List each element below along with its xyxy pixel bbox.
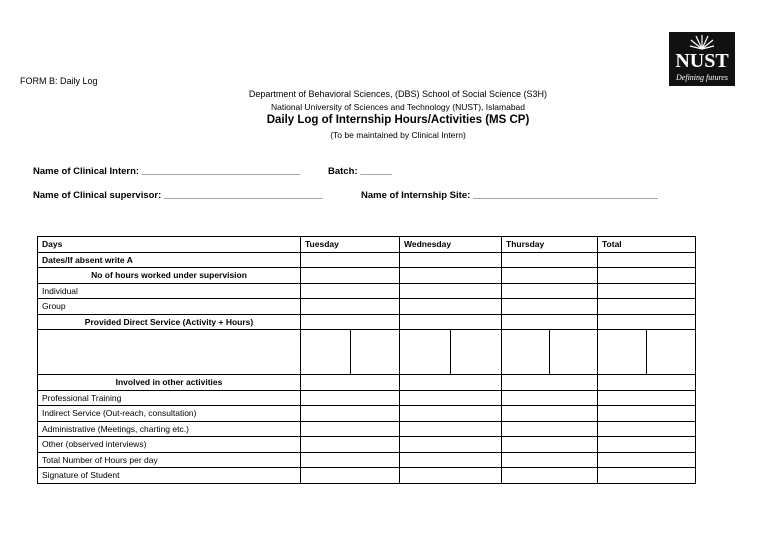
table-row: [38, 375, 696, 391]
entry-cell[interactable]: [301, 437, 400, 453]
activity-subcell[interactable]: [598, 330, 647, 374]
entry-cell[interactable]: [598, 299, 696, 315]
entry-cell[interactable]: [598, 390, 696, 406]
form-label: FORM B: Daily Log: [20, 76, 98, 86]
table-row: [38, 314, 696, 330]
entry-cell[interactable]: [598, 283, 696, 299]
entry-cell[interactable]: [598, 452, 696, 468]
entry-cell[interactable]: [301, 299, 400, 315]
entry-cell[interactable]: [502, 421, 598, 437]
entry-cell[interactable]: [502, 299, 598, 315]
entry-cell[interactable]: [598, 314, 696, 330]
hours-subcell[interactable]: [451, 330, 501, 374]
nust-logo: [669, 32, 735, 86]
entry-cell[interactable]: [301, 283, 400, 299]
logo-text: NUST: [675, 50, 729, 72]
entry-cell[interactable]: [502, 314, 598, 330]
document-title: Daily Log of Internship Hours/Activities (MS CP): [266, 114, 530, 126]
entry-cell[interactable]: [502, 390, 598, 406]
hours-subcell[interactable]: [647, 330, 695, 374]
other-activities-header: Involved in other activities: [38, 375, 301, 391]
entry-cell[interactable]: [502, 375, 598, 391]
entry-cell[interactable]: [301, 406, 400, 422]
entry-cell[interactable]: [400, 299, 502, 315]
entry-cell[interactable]: [502, 252, 598, 268]
entry-cell[interactable]: [598, 406, 696, 422]
activity-subcell[interactable]: [400, 330, 451, 374]
activity-subcell[interactable]: [502, 330, 550, 374]
entry-cell[interactable]: [400, 452, 502, 468]
intern-name-field[interactable]: Name of Clinical Intern: ______________________________: [33, 166, 301, 177]
header-total: Total: [598, 237, 696, 253]
split-entry-cell[interactable]: [598, 330, 696, 375]
entry-cell[interactable]: [400, 375, 502, 391]
entry-cell[interactable]: [598, 437, 696, 453]
document-subtitle: (To be maintained by Clinical Intern): [330, 130, 466, 140]
hours-subcell[interactable]: [550, 330, 597, 374]
table-row: [38, 299, 696, 315]
activity-label: Other (observed interviews): [38, 437, 301, 453]
sunburst-icon: [690, 34, 714, 50]
table-header-row: [38, 237, 696, 253]
batch-field[interactable]: Batch: ______: [328, 166, 392, 177]
entry-cell[interactable]: [598, 268, 696, 284]
table-row: [38, 421, 696, 437]
direct-service-header: Provided Direct Service (Activity + Hours): [38, 314, 301, 330]
entry-cell[interactable]: [301, 390, 400, 406]
table-row: [38, 390, 696, 406]
dates-label: Dates/If absent write A: [38, 252, 301, 268]
header-thursday: Thursday: [502, 237, 598, 253]
group-label: Group: [38, 299, 301, 315]
activity-label: Administrative (Meetings, charting etc.): [38, 421, 301, 437]
activity-label: Professional Training: [38, 390, 301, 406]
entry-cell[interactable]: [502, 452, 598, 468]
header-tuesday: Tuesday: [301, 237, 400, 253]
entry-cell[interactable]: [598, 421, 696, 437]
logo-tagline: Defining futures: [676, 73, 728, 82]
entry-cell[interactable]: [400, 437, 502, 453]
entry-cell[interactable]: [400, 283, 502, 299]
entry-cell[interactable]: [598, 375, 696, 391]
split-entry-cell[interactable]: [502, 330, 598, 375]
table-row: [38, 452, 696, 468]
entry-cell[interactable]: [400, 390, 502, 406]
table-row: [38, 406, 696, 422]
entry-cell[interactable]: [598, 468, 696, 484]
department-line: Department of Behavioral Sciences, (DBS) School of Social Science (S3H): [248, 89, 548, 99]
header-days: Days: [38, 237, 301, 253]
entry-cell[interactable]: [301, 252, 400, 268]
daily-log-table: [37, 236, 696, 484]
entry-cell[interactable]: [502, 468, 598, 484]
entry-cell[interactable]: [400, 314, 502, 330]
supervisor-name-field[interactable]: Name of Clinical supervisor: ______________________________: [33, 190, 323, 201]
table-row: [38, 468, 696, 484]
supervision-section-header: No of hours worked under supervision: [38, 268, 301, 284]
entry-cell[interactable]: [400, 406, 502, 422]
direct-service-entry[interactable]: [38, 330, 301, 375]
entry-cell[interactable]: [400, 421, 502, 437]
activity-label: Signature of Student: [38, 468, 301, 484]
internship-site-field[interactable]: Name of Internship Site: ___________________________________: [361, 190, 658, 201]
entry-cell[interactable]: [502, 437, 598, 453]
table-row: [38, 283, 696, 299]
entry-cell[interactable]: [400, 468, 502, 484]
entry-cell[interactable]: [502, 283, 598, 299]
entry-cell[interactable]: [301, 375, 400, 391]
entry-cell[interactable]: [502, 406, 598, 422]
activity-label: Indirect Service (Out-reach, consultation): [38, 406, 301, 422]
entry-cell[interactable]: [301, 452, 400, 468]
table-row: [38, 252, 696, 268]
header-wednesday: Wednesday: [400, 237, 502, 253]
entry-cell[interactable]: [598, 252, 696, 268]
table-row: [38, 330, 696, 375]
entry-cell[interactable]: [400, 252, 502, 268]
entry-cell[interactable]: [301, 421, 400, 437]
activity-subcell[interactable]: [301, 330, 351, 374]
university-line: National University of Sciences and Technology (NUST), Islamabad: [270, 102, 526, 112]
entry-cell[interactable]: [301, 268, 400, 284]
individual-label: Individual: [38, 283, 301, 299]
split-entry-cell[interactable]: [301, 330, 400, 375]
table-row: [38, 268, 696, 284]
entry-cell[interactable]: [301, 314, 400, 330]
hours-subcell[interactable]: [351, 330, 400, 374]
entry-cell[interactable]: [400, 268, 502, 284]
activity-label: Total Number of Hours per day: [38, 452, 301, 468]
split-entry-cell[interactable]: [400, 330, 502, 375]
table-row: [38, 437, 696, 453]
entry-cell[interactable]: [502, 268, 598, 284]
entry-cell[interactable]: [301, 468, 400, 484]
